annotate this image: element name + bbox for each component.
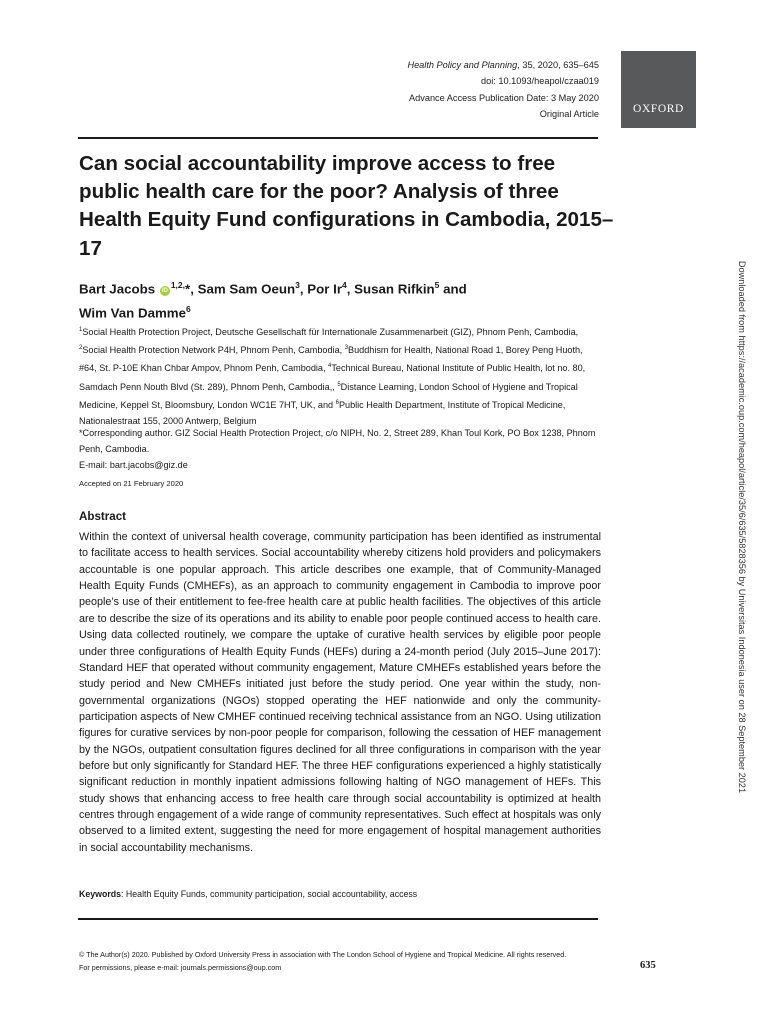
page-number: 635 (640, 960, 656, 971)
footer-rule (78, 918, 598, 920)
affiliation: Distance Learning, London School of Hygiene and Tropical Medicine, Keppel St, Bloomsbury, London WC1E 7HT, UK, and (79, 381, 578, 410)
affiliation: Technical Bureau, National Institute of Public Health, lot no. 80, Samdach Penn Nouth Blvd (St. 289), Phnom Penh, Cambodia,, (79, 363, 586, 392)
author-name[interactable]: Wim Van Damme (79, 305, 187, 321)
article-title: Can social accountability improve access to free public health care for the poor? Analysis of three Health Equity Fund configurations in Cambodia, 2015–17 (79, 152, 614, 260)
corresponding-mark: *, (185, 281, 198, 297)
affiliations (79, 322, 601, 429)
doi[interactable]: doi: 10.1093/heapol/czaa019 (480, 76, 599, 87)
corresponding-email[interactable]: E-mail: bart.jacobs@giz.de (79, 460, 188, 471)
affil-num: 6 (335, 399, 339, 406)
accepted-date: Accepted on 21 February 2020 (79, 479, 184, 488)
author-list (79, 275, 599, 324)
journal-name: Health Policy and Planning (407, 60, 518, 70)
affil-num: 2 (79, 345, 83, 352)
author-affil-ref: 6 (186, 304, 191, 315)
corresponding-author (79, 425, 599, 474)
permissions-notice[interactable]: For permissions, please e-mail: journals.permissions@oup.com (79, 962, 282, 972)
article-metadata (407, 57, 599, 122)
author-separator: and (439, 281, 467, 297)
affiliation: Social Health Protection Project, Deutsche Gesellschaft für Internationale Zusammenarbeit (GIZ), Phnom Penh, Cambodia, (82, 327, 579, 338)
header-rule (78, 137, 598, 139)
author-name[interactable]: Susan Rifkin (354, 281, 435, 297)
affil-num: 5 (337, 381, 341, 388)
abstract-text: Within the context of universal health coverage, community participation has been identified as instrumental to facilitate access to health services. Social accountability whereby citizens hold providers and policymakers accountable is one popular approach. This article describes one example, that of Community-Managed Health Equity Funds (CMHEFs), as an approach to community engagement in Cambodia to improve poor people’s use of their entitlement to fee-free health care at public health facilities. The objectives of this article are to describe the size of its operations and its ability to enable poor people continued access to health care. Using data collected routinely, we compare the uptake of curative health services by eligible poor people under three configurations of Health Equity Funds (HEFs) during a 24-month period (July 2015–June 2017): Standard HEF that operated without community engagement, Mature CMHEFs established years before the study period and New CMHEFs initiated just before the study period. One year within the study, non-governmental organizations (NGOs) stopped operating the HEF nationwide and only the community-participation aspects of New CMHEF continued receiving technical assistance from an NGO. Using utilization figures for curative services by non-poor people for comparison, following the cessation of HEF management by the NGOs, outpatient consultation figures declined for all three configurations in comparison with the year before but only significantly for Standard HEF. The three HEF configurations experienced a highly statistically significant reduction in monthly inpatient admissions following halting of NGO management of HEFs. This study shows that enhancing access to free health care through social accountability is optimized at health centres through engagement of a wide range of community representatives. Such effect at hospitals was only observed to a limited extent, suggesting the need for more engagement of hospital management authorities in social accountability mechanisms. (79, 531, 601, 854)
publication-date: Advance Access Publication Date: 3 May 2020 (409, 92, 599, 103)
author-affil-ref: 3 (295, 280, 300, 290)
copyright-footer (79, 949, 566, 974)
keywords (79, 889, 417, 899)
affiliation: Public Health Department, Institute of Tropical Medicine, Nationalestraat 155, 2000 Antwerp, Belgium (79, 399, 566, 427)
affil-num: 1 (79, 327, 83, 333)
abstract-heading: Abstract (79, 510, 127, 523)
article-type: Original Article (539, 108, 599, 119)
download-watermark: Downloaded from https://academic.oup.com/heapol/article/35/6/635/5828356 by Universitas Indonesia user on 28 September 2021 (737, 260, 747, 794)
keywords-list: : Health Equity Funds, community participation, social accountability, access (121, 889, 418, 899)
keywords-label: Keywords (79, 889, 122, 899)
affil-num: 3 (344, 345, 349, 352)
author-name[interactable]: Sam Sam Oeun (197, 281, 296, 297)
author-separator: , (346, 281, 355, 297)
author-name[interactable]: Bart Jacobs (79, 281, 156, 297)
oxford-logo-text: OXFORD (633, 103, 684, 115)
author-affil-ref: 1,2, (170, 280, 186, 290)
corresponding-address: *Corresponding author. GIZ Social Health Protection Project, c/o NIPH, No. 2, Street 289, Khan Toul Kork, PO Box 1238, Phnom Penh, Cambodia. (79, 428, 596, 455)
author-name[interactable]: Por Ir (307, 281, 342, 297)
affiliation: Social Health Protection Network P4H, Phnom Penh, Cambodia, (82, 345, 345, 356)
copyright-notice: © The Author(s) 2020. Published by Oxford University Press in association with The London School of Hygiene and Tropical Medicine. All rights reserved. (79, 950, 567, 959)
author-separator: , (299, 281, 308, 297)
oxford-logo (621, 51, 696, 128)
affil-num: 4 (328, 363, 332, 370)
author-affil-ref: 4 (342, 280, 347, 290)
citation: , 35, 2020, 635–645 (517, 60, 599, 70)
orcid-icon[interactable]: iD (161, 288, 168, 295)
author-affil-ref: 5 (434, 280, 440, 290)
affiliation: Buddhism for Health, National Road 1, Borey Peng Huoth, #64, St. P-10E Khan Chbar Ampov, Phnom Penh, Cambodia, (79, 345, 583, 374)
